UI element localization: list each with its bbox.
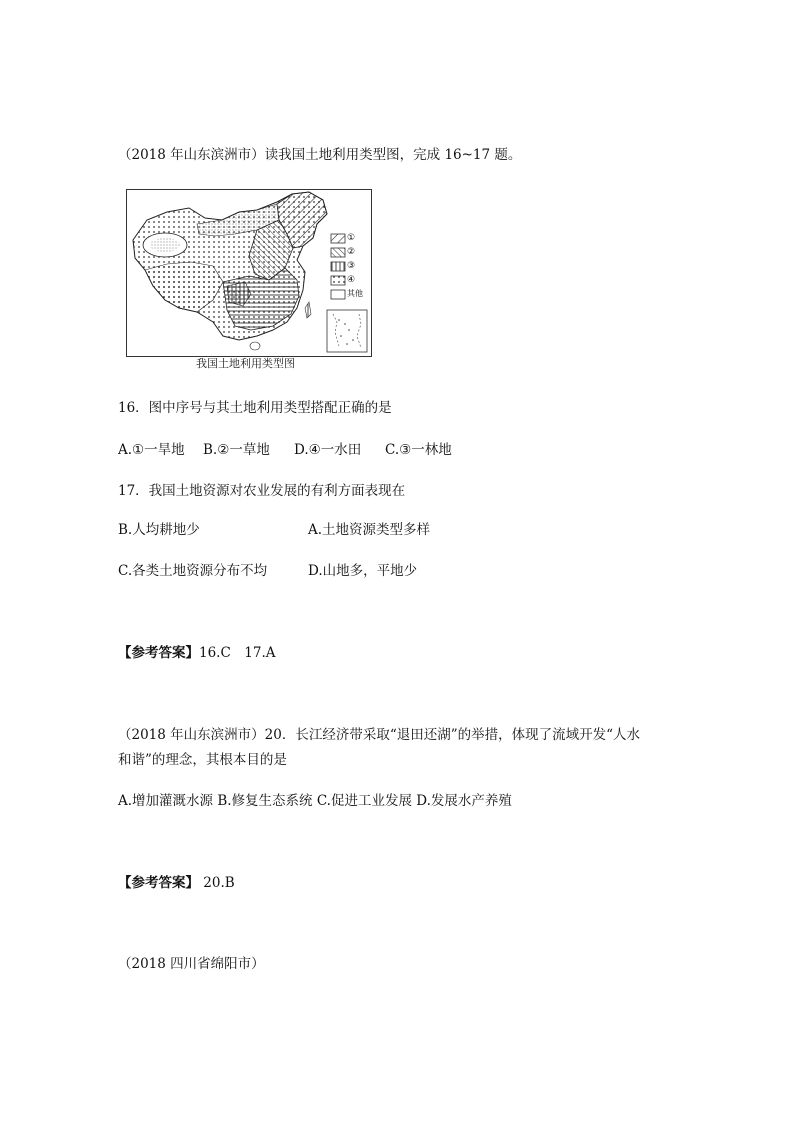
intro-line-1: （2018 年山东滨洲市）读我国土地利用类型图，完成 16~17 题。 bbox=[118, 147, 522, 163]
q16-stem: 16．图中序号与其土地利用类型搭配正确的是 bbox=[118, 400, 392, 416]
intro-line-3: （2018 四川省绵阳市） bbox=[118, 956, 265, 972]
figure-caption: 我国土地利用类型图 bbox=[196, 357, 295, 370]
legend-label-other: 其他 bbox=[347, 289, 363, 298]
q17-stem: 17．我国土地资源对农业发展的有利方面表现在 bbox=[118, 483, 406, 499]
legend-label-4: ④ bbox=[347, 275, 356, 285]
q17-option-d: D.山地多，平地少 bbox=[308, 563, 418, 579]
q20-options: A.增加灌溉水源 B.修复生态系统 C.促进工业发展 D.发展水产养殖 bbox=[118, 793, 512, 809]
q17-option-a: A.土地资源类型多样 bbox=[308, 522, 431, 538]
answer-label: 【参考答案】 bbox=[118, 875, 199, 891]
answer-text: 20.B bbox=[203, 875, 235, 891]
intro-line-2a: （2018 年山东滨洲市）20．长江经济带采取“退田还湖”的举措，体现了流域开发“人水 bbox=[118, 727, 641, 743]
q17-option-c: C.各类土地资源分布不均 bbox=[118, 563, 268, 579]
legend-label-1: ① bbox=[347, 233, 356, 243]
china-land-use-map-image bbox=[127, 190, 371, 356]
land-use-map bbox=[126, 189, 372, 357]
south-china-sea-inset bbox=[327, 310, 367, 352]
answer-text: 16.C 17.A bbox=[199, 645, 276, 661]
answer-label: 【参考答案】 bbox=[118, 645, 199, 661]
legend-label-2: ② bbox=[347, 247, 356, 257]
q16-option-a: A.①一旱地 bbox=[118, 442, 185, 458]
intro-line-2b: 和谐”的理念，其根本目的是 bbox=[118, 752, 287, 768]
q16-option-c: C.③一林地 bbox=[385, 442, 452, 458]
answer-block-1 bbox=[118, 643, 276, 663]
legend-label-3: ③ bbox=[347, 261, 356, 271]
q16-option-b: B.②一草地 bbox=[203, 442, 270, 458]
answer-block-2 bbox=[118, 873, 235, 893]
q16-option-d: D.④一水田 bbox=[294, 442, 362, 458]
q17-option-b: B.人均耕地少 bbox=[118, 522, 200, 538]
